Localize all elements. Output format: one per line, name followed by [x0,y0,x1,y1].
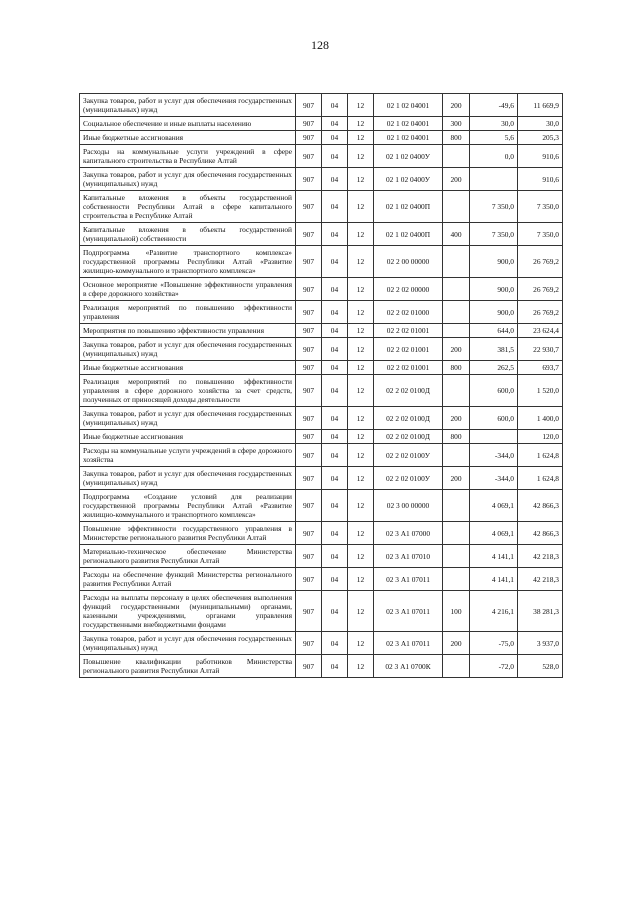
subsection-code-cell: 12 [348,430,374,444]
change-amount-cell: 900,0 [470,246,518,278]
admin-code-cell: 907 [296,490,322,522]
target-article-cell: 02 2 00 00000 [374,246,443,278]
change-amount-cell: 900,0 [470,301,518,324]
total-amount-cell: 11 669,9 [518,94,563,117]
expense-type-cell [443,568,470,591]
subsection-code-cell: 12 [348,655,374,678]
total-amount-cell: 1 400,0 [518,407,563,430]
subsection-code-cell: 12 [348,131,374,145]
expense-type-cell [443,145,470,168]
section-code-cell: 04 [322,223,348,246]
table-row [80,632,563,655]
expense-type-cell [443,191,470,223]
section-code-cell: 04 [322,545,348,568]
total-amount-cell: 26 769,2 [518,301,563,324]
table-row [80,568,563,591]
total-amount-cell: 1 624,8 [518,444,563,467]
subsection-code-cell: 12 [348,407,374,430]
expense-type-cell [443,375,470,407]
subsection-code-cell: 12 [348,361,374,375]
table-row [80,361,563,375]
admin-code-cell: 907 [296,568,322,591]
change-amount-cell: 600,0 [470,375,518,407]
table-row [80,191,563,223]
subsection-code-cell: 12 [348,301,374,324]
subsection-code-cell: 12 [348,223,374,246]
target-article-cell: 02 3 А1 0700К [374,655,443,678]
target-article-cell: 02 2 02 01001 [374,361,443,375]
change-amount-cell: 5,6 [470,131,518,145]
expense-name-cell: Иные бюджетные ассигнования [80,430,296,444]
target-article-cell: 02 1 02 04001 [374,117,443,131]
target-article-cell: 02 3 А1 07000 [374,522,443,545]
admin-code-cell: 907 [296,278,322,301]
change-amount-cell [470,168,518,191]
change-amount-cell: 381,5 [470,338,518,361]
table-row [80,324,563,338]
admin-code-cell: 907 [296,168,322,191]
target-article-cell: 02 3 А1 07010 [374,545,443,568]
section-code-cell: 04 [322,131,348,145]
expense-type-cell: 400 [443,223,470,246]
budget-table-body [80,94,563,678]
expense-type-cell [443,301,470,324]
change-amount-cell: -344,0 [470,467,518,490]
table-row [80,545,563,568]
target-article-cell: 02 3 А1 07011 [374,568,443,591]
table-row [80,168,563,191]
total-amount-cell: 910,6 [518,145,563,168]
target-article-cell: 02 2 02 01000 [374,301,443,324]
expense-type-cell [443,444,470,467]
subsection-code-cell: 12 [348,246,374,278]
subsection-code-cell: 12 [348,168,374,191]
section-code-cell: 04 [322,94,348,117]
change-amount-cell: 600,0 [470,407,518,430]
section-code-cell: 04 [322,407,348,430]
section-code-cell: 04 [322,145,348,168]
expense-name-cell: Капитальные вложения в объекты государственной (муниципальной) собственности [80,223,296,246]
total-amount-cell: 120,0 [518,430,563,444]
subsection-code-cell: 12 [348,117,374,131]
expense-type-cell [443,522,470,545]
target-article-cell: 02 2 02 00000 [374,278,443,301]
table-row [80,246,563,278]
target-article-cell: 02 1 02 0400У [374,145,443,168]
expense-type-cell [443,545,470,568]
expense-type-cell [443,655,470,678]
target-article-cell: 02 2 02 0100У [374,444,443,467]
table-row [80,301,563,324]
section-code-cell: 04 [322,591,348,632]
target-article-cell: 02 1 02 0400П [374,223,443,246]
subsection-code-cell: 12 [348,591,374,632]
expense-name-cell: Закупка товаров, работ и услуг для обеспечения государственных (муниципальных) нужд [80,407,296,430]
admin-code-cell: 907 [296,361,322,375]
admin-code-cell: 907 [296,430,322,444]
change-amount-cell: 4 141,1 [470,568,518,591]
change-amount-cell: -72,0 [470,655,518,678]
subsection-code-cell: 12 [348,191,374,223]
total-amount-cell: 3 937,0 [518,632,563,655]
expense-type-cell: 200 [443,94,470,117]
table-row [80,467,563,490]
change-amount-cell: -75,0 [470,632,518,655]
expense-name-cell: Закупка товаров, работ и услуг для обеспечения государственных (муниципальных) нужд [80,168,296,191]
target-article-cell: 02 1 02 04001 [374,131,443,145]
subsection-code-cell: 12 [348,375,374,407]
admin-code-cell: 907 [296,117,322,131]
expense-name-cell: Основное мероприятие «Повышение эффективности управления в сфере дорожного хозяйства» [80,278,296,301]
total-amount-cell: 38 281,3 [518,591,563,632]
section-code-cell: 04 [322,168,348,191]
table-row [80,522,563,545]
section-code-cell: 04 [322,324,348,338]
admin-code-cell: 907 [296,338,322,361]
expense-name-cell: Закупка товаров, работ и услуг для обеспечения государственных (муниципальных) нужд [80,467,296,490]
admin-code-cell: 907 [296,191,322,223]
admin-code-cell: 907 [296,375,322,407]
admin-code-cell: 907 [296,131,322,145]
total-amount-cell: 1 624,8 [518,467,563,490]
total-amount-cell: 22 930,7 [518,338,563,361]
expense-type-cell [443,246,470,278]
section-code-cell: 04 [322,361,348,375]
expense-type-cell: 300 [443,117,470,131]
expense-type-cell: 200 [443,168,470,191]
target-article-cell: 02 3 00 00000 [374,490,443,522]
total-amount-cell: 1 520,0 [518,375,563,407]
subsection-code-cell: 12 [348,324,374,338]
change-amount-cell: 7 350,0 [470,191,518,223]
table-row [80,375,563,407]
admin-code-cell: 907 [296,522,322,545]
total-amount-cell: 26 769,2 [518,246,563,278]
budget-table [79,93,563,678]
total-amount-cell: 26 769,2 [518,278,563,301]
admin-code-cell: 907 [296,246,322,278]
total-amount-cell: 42 218,3 [518,545,563,568]
admin-code-cell: 907 [296,407,322,430]
admin-code-cell: 907 [296,591,322,632]
subsection-code-cell: 12 [348,522,374,545]
target-article-cell: 02 3 А1 07011 [374,591,443,632]
total-amount-cell: 7 350,0 [518,191,563,223]
admin-code-cell: 907 [296,545,322,568]
total-amount-cell: 910,6 [518,168,563,191]
subsection-code-cell: 12 [348,467,374,490]
subsection-code-cell: 12 [348,490,374,522]
expense-name-cell: Закупка товаров, работ и услуг для обеспечения государственных (муниципальных) нужд [80,94,296,117]
expense-name-cell: Расходы на коммунальные услуги учреждений в сфере дорожного хозяйства [80,444,296,467]
expense-type-cell: 100 [443,591,470,632]
table-row [80,430,563,444]
section-code-cell: 04 [322,430,348,444]
section-code-cell: 04 [322,375,348,407]
total-amount-cell: 42 866,3 [518,522,563,545]
table-row [80,444,563,467]
target-article-cell: 02 2 02 0100Д [374,375,443,407]
total-amount-cell: 23 624,4 [518,324,563,338]
expense-type-cell: 800 [443,131,470,145]
expense-type-cell [443,324,470,338]
expense-name-cell: Закупка товаров, работ и услуг для обеспечения государственных (муниципальных) нужд [80,338,296,361]
table-row [80,490,563,522]
change-amount-cell: 4 216,1 [470,591,518,632]
table-row [80,145,563,168]
section-code-cell: 04 [322,655,348,678]
admin-code-cell: 907 [296,223,322,246]
expense-type-cell: 800 [443,430,470,444]
admin-code-cell: 907 [296,467,322,490]
expense-name-cell: Подпрограмма «Развитие транспортного комплекса» государственной программы Республики Алтай «Развитие жилищно-коммунального и транспортного комплекса» [80,246,296,278]
target-article-cell: 02 2 02 0100Д [374,430,443,444]
total-amount-cell: 42 866,3 [518,490,563,522]
change-amount-cell: -344,0 [470,444,518,467]
section-code-cell: 04 [322,117,348,131]
admin-code-cell: 907 [296,324,322,338]
subsection-code-cell: 12 [348,94,374,117]
total-amount-cell: 42 218,3 [518,568,563,591]
subsection-code-cell: 12 [348,145,374,168]
admin-code-cell: 907 [296,145,322,168]
section-code-cell: 04 [322,278,348,301]
change-amount-cell: 900,0 [470,278,518,301]
change-amount-cell: -49,6 [470,94,518,117]
target-article-cell: 02 2 02 0100Д [374,407,443,430]
subsection-code-cell: 12 [348,338,374,361]
expense-name-cell: Подпрограмма «Создание условий для реализации государственной программы Республики Алтай «Развитие жилищно-коммунального и транспортного комплекса» [80,490,296,522]
expense-name-cell: Капитальные вложения в объекты государственной собственности Республики Алтай в сфере капитального строительства в Республике Алтай [80,191,296,223]
section-code-cell: 04 [322,246,348,278]
table-row [80,94,563,117]
table-row [80,407,563,430]
section-code-cell: 04 [322,191,348,223]
admin-code-cell: 907 [296,655,322,678]
total-amount-cell: 528,0 [518,655,563,678]
expense-type-cell: 200 [443,467,470,490]
total-amount-cell: 7 350,0 [518,223,563,246]
expense-name-cell: Расходы на коммунальные услуги учреждений в сфере капитального строительства в Республике Алтай [80,145,296,168]
subsection-code-cell: 12 [348,568,374,591]
expense-name-cell: Реализация мероприятий по повышению эффективности управления в сфере дорожного хозяйства за счет средств, полученных от приносящей доходы деятельности [80,375,296,407]
subsection-code-cell: 12 [348,545,374,568]
expense-type-cell [443,278,470,301]
expense-name-cell: Иные бюджетные ассигнования [80,131,296,145]
section-code-cell: 04 [322,301,348,324]
target-article-cell: 02 2 02 0100У [374,467,443,490]
target-article-cell: 02 3 А1 07011 [374,632,443,655]
target-article-cell: 02 2 02 01001 [374,324,443,338]
change-amount-cell: 30,0 [470,117,518,131]
subsection-code-cell: 12 [348,278,374,301]
section-code-cell: 04 [322,467,348,490]
total-amount-cell: 30,0 [518,117,563,131]
admin-code-cell: 907 [296,94,322,117]
admin-code-cell: 907 [296,301,322,324]
change-amount-cell: 4 069,1 [470,490,518,522]
change-amount-cell: 0,0 [470,145,518,168]
table-row [80,278,563,301]
expense-type-cell: 800 [443,361,470,375]
change-amount-cell [470,430,518,444]
change-amount-cell: 7 350,0 [470,223,518,246]
target-article-cell: 02 1 02 04001 [374,94,443,117]
change-amount-cell: 262,5 [470,361,518,375]
expense-name-cell: Закупка товаров, работ и услуг для обеспечения государственных (муниципальных) нужд [80,632,296,655]
expense-type-cell: 200 [443,338,470,361]
page-number: 128 [311,38,329,52]
total-amount-cell: 205,3 [518,131,563,145]
expense-name-cell: Мероприятия по повышению эффективности управления [80,324,296,338]
expense-name-cell: Реализация мероприятий по повышению эффективности управления [80,301,296,324]
change-amount-cell: 644,0 [470,324,518,338]
table-row [80,223,563,246]
subsection-code-cell: 12 [348,632,374,655]
section-code-cell: 04 [322,490,348,522]
table-row [80,117,563,131]
admin-code-cell: 907 [296,632,322,655]
subsection-code-cell: 12 [348,444,374,467]
section-code-cell: 04 [322,632,348,655]
section-code-cell: 04 [322,338,348,361]
target-article-cell: 02 1 02 0400П [374,191,443,223]
expense-name-cell: Повышение эффективности государственного управления в Министерстве регионального развития Республики Алтай [80,522,296,545]
section-code-cell: 04 [322,444,348,467]
table-row [80,131,563,145]
expense-name-cell: Расходы на обеспечение функций Министерства регионального развития Республики Алтай [80,568,296,591]
table-row [80,655,563,678]
table-row [80,591,563,632]
expense-name-cell: Иные бюджетные ассигнования [80,361,296,375]
expense-name-cell: Социальное обеспечение и иные выплаты населению [80,117,296,131]
section-code-cell: 04 [322,568,348,591]
expense-name-cell: Материально-техническое обеспечение Министерства регионального развития Республики Алтай [80,545,296,568]
change-amount-cell: 4 141,1 [470,545,518,568]
expense-name-cell: Повышение квалификации работников Министерства регионального развития Республики Алтай [80,655,296,678]
section-code-cell: 04 [322,522,348,545]
target-article-cell: 02 1 02 0400У [374,168,443,191]
target-article-cell: 02 2 02 01001 [374,338,443,361]
table-row [80,338,563,361]
expense-name-cell: Расходы на выплаты персоналу в целях обеспечения выполнения функций государственными (муниципальными) органами, казенными учреждениями, органами управления государственными внебюджетными фондами [80,591,296,632]
change-amount-cell: 4 069,1 [470,522,518,545]
admin-code-cell: 907 [296,444,322,467]
expense-type-cell: 200 [443,407,470,430]
total-amount-cell: 693,7 [518,361,563,375]
expense-type-cell: 200 [443,632,470,655]
expense-type-cell [443,490,470,522]
